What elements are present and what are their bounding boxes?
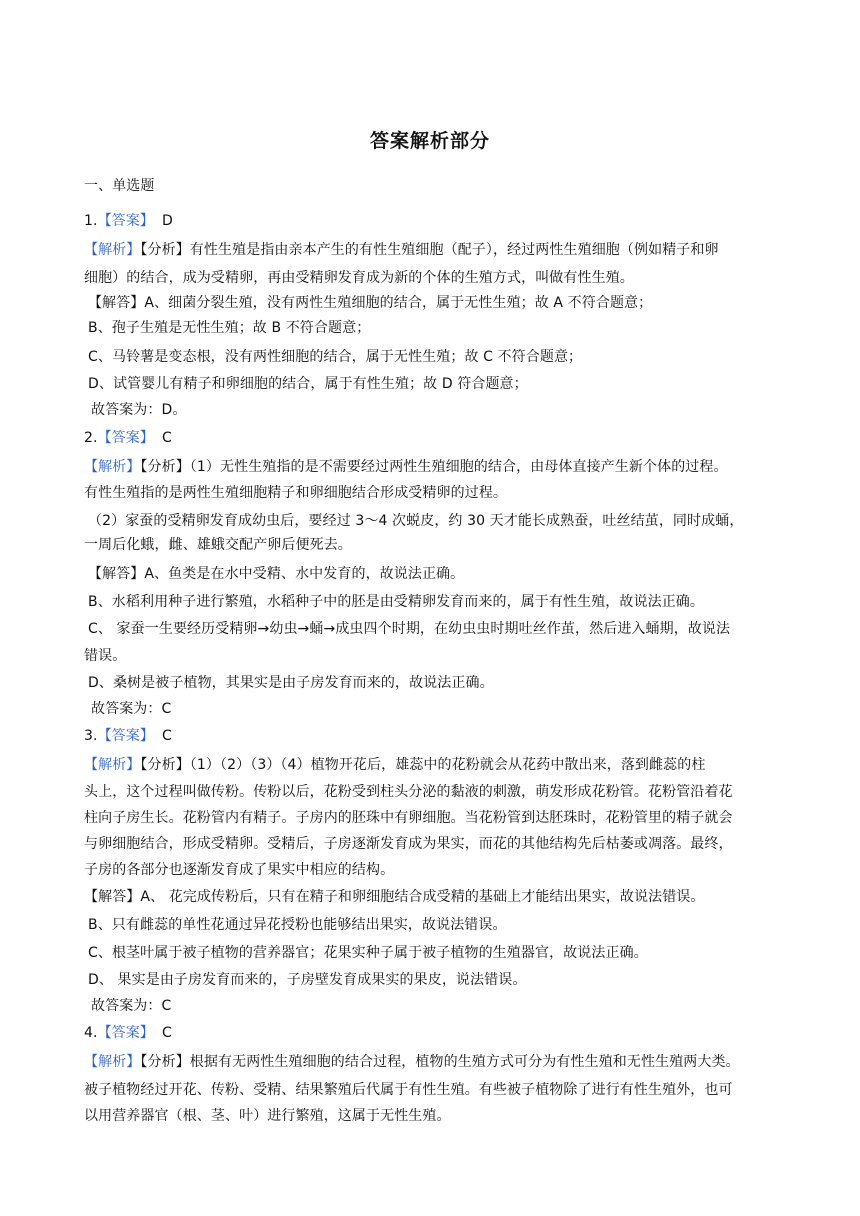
q1-text-line: C、马铃薯是变态根，没有两性细胞的结合，属于无性生殖；故 C 不符合题意； [88, 349, 583, 365]
q3-answer-line [84, 726, 784, 746]
q1-conclusion: 故答案为：D。 [91, 402, 187, 418]
q1-text: 【分析】有性生殖是指由亲本产生的有性生殖细胞（配子），经过两性生殖细胞（例如精子和卵 [140, 242, 719, 258]
q3-text-line: D、 果实是由子房发育而来的，子房壁发育成果实的果皮，说法错误。 [88, 972, 527, 988]
q3-text-line: 柱向子房生长。花粉管内有精子。子房内的胚珠中有卵细胞。当花粉管到达胚珠时，花粉管里的精子就会 [84, 810, 733, 826]
q2-text: 【分析】（1）无性生殖指的是不需要经过两性生殖细胞的结合，由母体直接产生新个体的过程。 [140, 459, 728, 475]
q2-text-line: D、桑树是被子植物，其果实是由子房发育而来的，故说法正确。 [88, 675, 494, 691]
q2-text-line: 有性生殖指的是两性生殖细胞精子和卵细胞结合形成受精卵的过程。 [84, 485, 507, 501]
q2-analysis-line [84, 457, 784, 477]
q2-text-line: B、水稻利用种子进行繁殖，水稻种子中的胚是由受精卵发育而来的，属于有性生殖，故说法正确。 [88, 594, 705, 610]
q3-text-line: 与卵细胞结合，形成受精卵。受精后，子房逐渐发育成为果实，而花的其他结构先后枯萎或凋落。最终， [84, 836, 733, 852]
q1-analysis-line [84, 240, 784, 260]
jiexi-tag: 【解析】 [84, 242, 141, 258]
section-heading: 一、单选题 [84, 178, 155, 194]
q2-conclusion: 故答案为：C [91, 701, 172, 717]
jiexi-tag: 【解析】 [84, 459, 141, 475]
page-title: 答案解析部分 [369, 130, 490, 152]
q1-number: 1. [84, 213, 98, 229]
answer-tag: 【答案】 [97, 213, 154, 229]
q3-text: 【分析】（1）（2）（3）（4）植物开花后，雄蕊中的花粉就会从花药中散出来，落到雌蕊的柱 [140, 757, 706, 773]
q2-number: 2. [84, 430, 98, 446]
q4-answer-line [84, 1023, 784, 1043]
q3-text-line: 子房的各部分也逐渐发育成了果实中相应的结构。 [84, 862, 395, 878]
q3-text-line: 【解答】A、 花完成传粉后，只有在精子和卵细胞结合成受精的基础上才能结出果实，故说法错误。 [84, 889, 705, 905]
q1-answer: D [161, 213, 173, 229]
q3-text-line: C、根茎叶属于被子植物的营养器官；花果实种子属于被子植物的生殖器官，故说法正确。 [88, 945, 648, 961]
q1-text-line: D、试管婴儿有精子和卵细胞的结合，属于有性生殖；故 D 符合题意； [88, 376, 528, 392]
q3-number: 3. [84, 728, 98, 744]
q3-text-line: 头上，这个过程叫做传粉。传粉以后，花粉受到柱头分泌的黏液的刺激，萌发形成花粉管。花粉管沿着花 [84, 784, 733, 800]
answer-tag: 【答案】 [97, 728, 154, 744]
q4-text-line: 被子植物经过开花、传粉、受精、结果繁殖后代属于有性生殖。有些被子植物除了进行有性生殖外，也可 [84, 1082, 733, 1098]
q1-answer-line [84, 211, 784, 231]
answer-tag: 【答案】 [97, 430, 154, 446]
q3-conclusion: 故答案为：C [91, 998, 172, 1014]
jiexi-tag: 【解析】 [84, 757, 141, 773]
q4-text: 【分析】根据有无两性生殖细胞的结合过程，植物的生殖方式可分为有性生殖和无性生殖两大类。 [140, 1054, 740, 1070]
q2-text-line: 错误。 [84, 648, 127, 664]
q4-text-line: 以用营养器官（根、茎、叶）进行繁殖，这属于无性生殖。 [84, 1108, 451, 1124]
q3-analysis-line [84, 755, 784, 775]
q1-text-line: 【解答】A、细菌分裂生殖，没有两性生殖细胞的结合，属于无性生殖；故 A 不符合题意； [88, 295, 653, 311]
answer-tag: 【答案】 [97, 1025, 154, 1041]
q1-text-line: 细胞）的结合，成为受精卵，再由受精卵发育成为新的个体的生殖方式，叫做有性生殖。 [84, 270, 634, 286]
q3-text-line: B、只有雌蕊的单性花通过异花授粉也能够结出果实，故说法错误。 [88, 917, 507, 933]
q2-text-line: 一周后化蛾，雌、雄蛾交配产卵后便死去。 [84, 537, 352, 553]
q4-answer: C [161, 1025, 172, 1041]
q2-text-line: （2）家蚕的受精卵发育成幼虫后，要经过 3～4 次蜕皮，约 30 天才能长成熟蚕，吐丝结茧，同时成蛹， [88, 513, 744, 529]
q3-answer: C [161, 728, 172, 744]
jiexi-tag: 【解析】 [84, 1054, 141, 1070]
q2-text-line: 【解答】A、鱼类是在水中受精、水中发育的，故说法正确。 [88, 566, 465, 582]
q4-analysis-line [84, 1052, 784, 1072]
q2-answer: C [161, 430, 172, 446]
q1-text-line: B、孢子生殖是无性生殖；故 B 不符合题意； [88, 320, 371, 336]
q4-number: 4. [84, 1025, 98, 1041]
q2-answer-line [84, 428, 784, 448]
q2-text-line: C、 家蚕一生要经历受精卵→幼虫→蛹→成虫四个时期，在幼虫虫时期吐丝作茧，然后进入蛹期，故说法 [88, 621, 731, 637]
